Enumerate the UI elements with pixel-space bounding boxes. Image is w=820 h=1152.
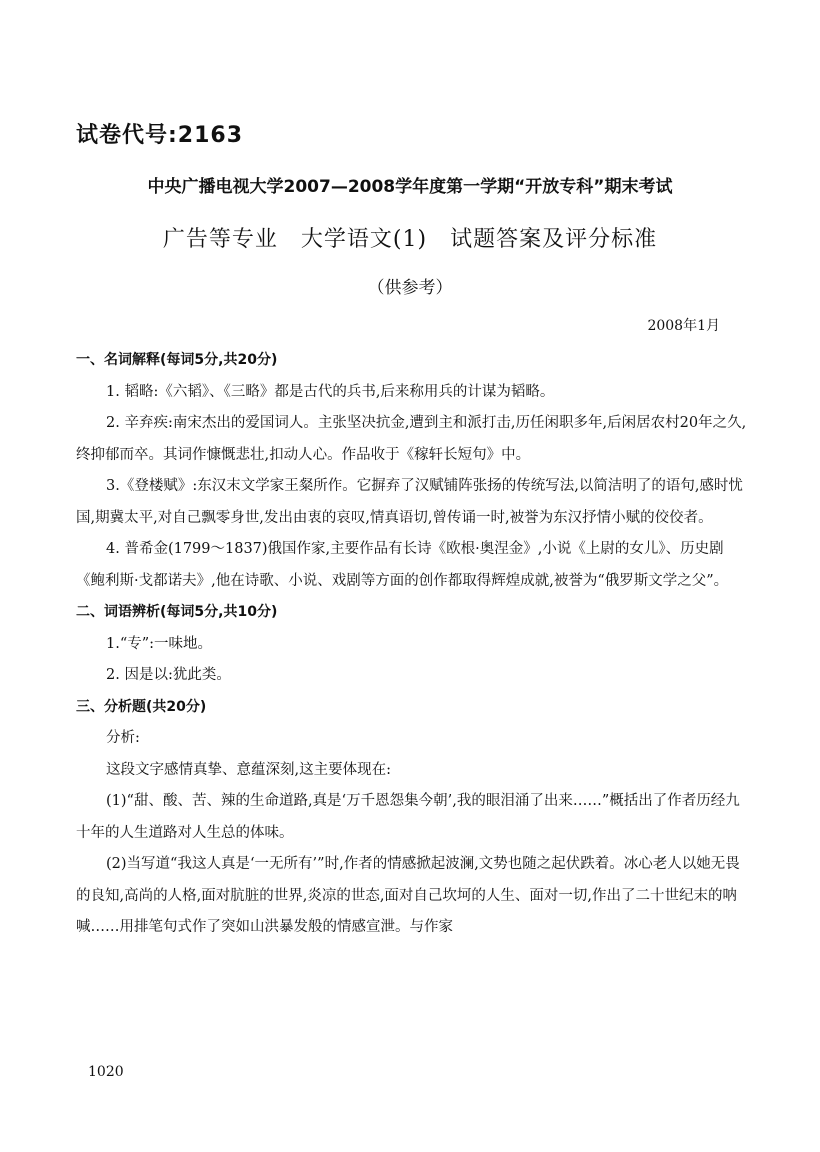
section-heading-1: 一、名词解释(每词5分,共20分) [76, 352, 278, 368]
answer-item: 4. 普希金(1799～1837)俄国作家,主要作品有长诗《欧根·奥涅金》,小说《上尉的女儿》、历史剧《鲍利斯·戈都诺夫》,他在诗歌、小说、戏剧等方面的创作都取得辉煌成就,被誉为“俄罗斯文学之父”。 [76, 541, 729, 589]
exam-date: 2008年1月 [647, 318, 720, 334]
answer-item: 2. 辛弃疾:南宋杰出的爱国词人。主张坚决抗金,遭到主和派打击,历任闲职多年,后闲居农村20年之久,终抑郁而卒。其词作慷慨悲壮,扣动人心。作品收于《稼轩长短句》中。 [76, 415, 747, 463]
section-heading-3: 三、分析题(共20分) [76, 698, 207, 715]
exam-title: 中央广播电视大学2007—2008学年度第一学期“开放专科”期末考试 [147, 177, 673, 197]
answer-item: (1)“甜、酸、苦、辣的生命道路,真是‘万千恩怨集今朝’,我的眼泪涌了出来……”概括出了作者历经九十年的人生道路对人生总的体味。 [76, 793, 740, 841]
answer-item: 1.“专”:一味地。 [106, 635, 213, 652]
answer-item: 3.《登楼赋》:东汉末文学家王粲所作。它摒弃了汉赋铺阵张扬的传统写法,以简洁明了的语句,感时忧国,期冀太平,对自己飘零身世,发出由衷的哀叹,情真语切,曾传诵一时,被誉为东汉抒情小赋的佼佼者。 [76, 478, 743, 526]
subject-line: 广告等专业 大学语文(1) 试题答案及评分标准 [162, 227, 658, 252]
reference-note: （供参考） [367, 278, 453, 298]
paper-code: 试卷代号:2163 [76, 123, 244, 148]
answer-item: 2. 因是以:犹此类。 [106, 667, 231, 683]
answer-item: 分析: [106, 730, 140, 746]
section-heading-2: 二、词语辨析(每词5分,共10分) [76, 604, 278, 620]
answer-body [76, 345, 748, 944]
answer-item: 这段文字感情真挚、意蕴深刻,这主要体现在: [106, 761, 391, 778]
page-number: 1020 [88, 1064, 124, 1080]
answer-item: 1. 韬略:《六韬》、《三略》都是古代的兵书,后来称用兵的计谋为韬略。 [106, 383, 555, 400]
answer-item: (2)当写道“我这人真是‘一无所有’”时,作者的情感掀起波澜,文势也随之起伏跌着。冰心老人以她无畏的良知,高尚的人格,面对肮脏的世界,炎凉的世态,面对自己坎坷的人生、面对一切,作出了二十世纪末的呐喊……用排笔句式作了突如山洪暴发般的情感宣泄。与作家 [76, 856, 740, 935]
